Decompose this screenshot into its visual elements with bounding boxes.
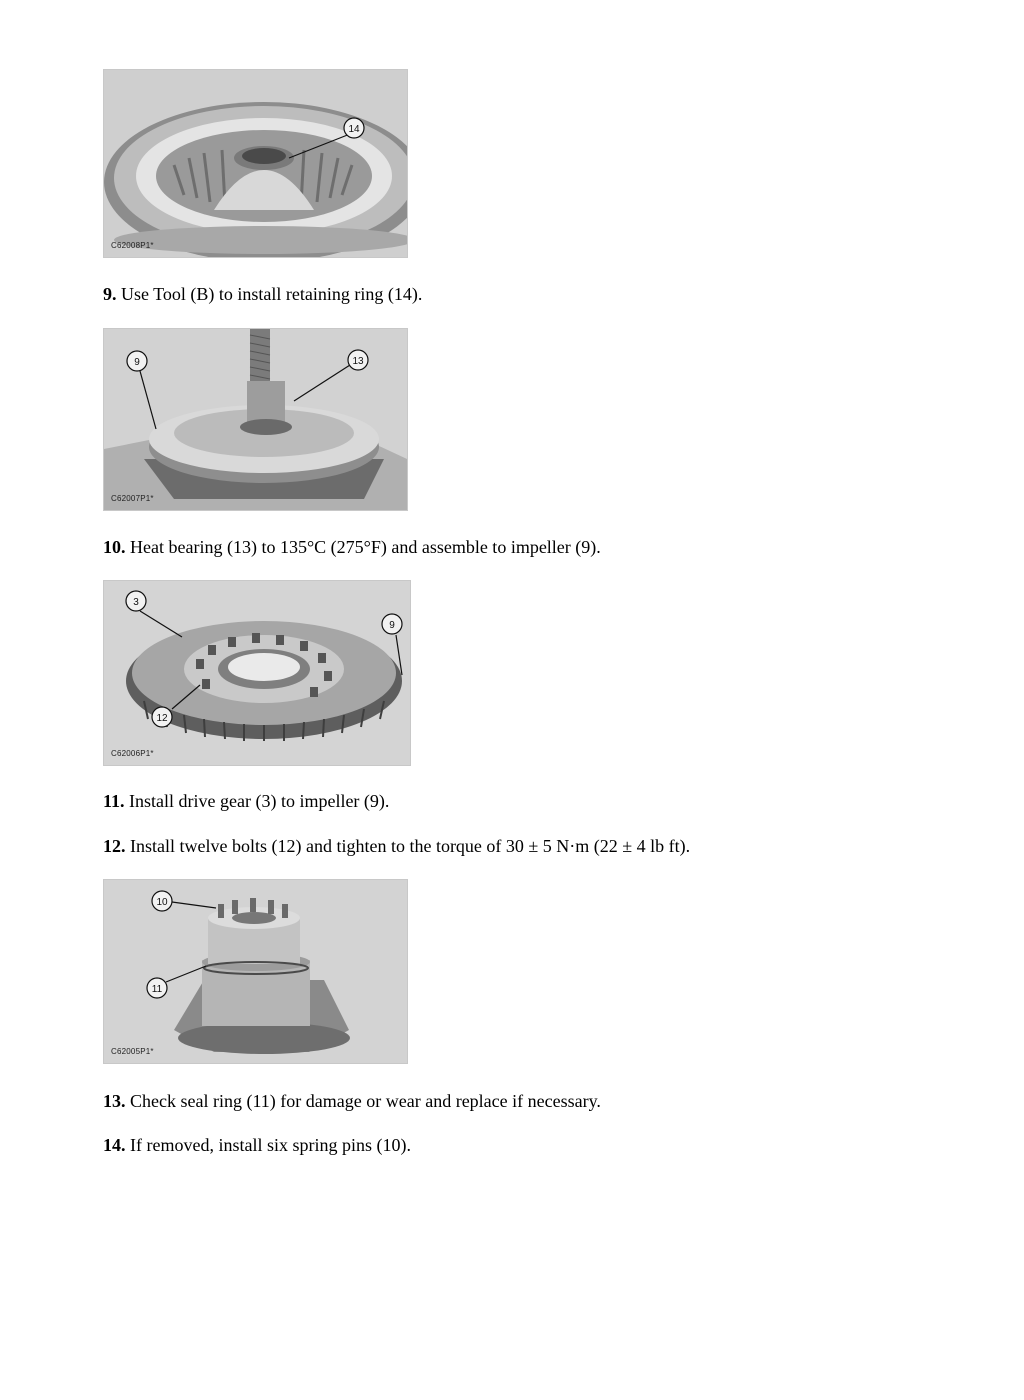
figure-code: C62006P1* bbox=[111, 749, 154, 758]
bearing-photo bbox=[104, 329, 407, 510]
step-number: 13. bbox=[103, 1091, 126, 1111]
step-number: 12. bbox=[103, 836, 126, 856]
step-9 bbox=[103, 283, 422, 305]
callout-14: 14 bbox=[348, 124, 360, 135]
step-10 bbox=[103, 536, 601, 558]
step-number: 11. bbox=[103, 791, 125, 811]
figure-code: C62008P1* bbox=[111, 241, 154, 250]
callout-9: 9 bbox=[134, 357, 140, 368]
callout-9: 9 bbox=[389, 620, 395, 631]
figure-code: C62005P1* bbox=[111, 1047, 154, 1056]
callout-10: 10 bbox=[156, 897, 168, 908]
figure-seal-ring bbox=[103, 879, 408, 1064]
step-text: Install twelve bolts (12) and tighten to the torque of 30 ± 5 N·m (22 ± 4 lb ft). bbox=[130, 836, 691, 856]
step-number: 9. bbox=[103, 284, 117, 304]
figure-bearing bbox=[103, 328, 408, 511]
step-text: Check seal ring (11) for damage or wear and replace if necessary. bbox=[130, 1091, 601, 1111]
step-11 bbox=[103, 790, 389, 812]
callout-3: 3 bbox=[133, 597, 139, 608]
figure-drive-gear bbox=[103, 580, 411, 766]
callout-13: 13 bbox=[352, 356, 364, 367]
seal-ring-photo bbox=[104, 880, 407, 1063]
step-text: Use Tool (B) to install retaining ring (14). bbox=[121, 284, 423, 304]
retaining-ring-photo bbox=[104, 70, 407, 257]
step-number: 10. bbox=[103, 537, 126, 557]
step-12 bbox=[103, 835, 690, 857]
step-text: Install drive gear (3) to impeller (9). bbox=[129, 791, 390, 811]
step-14 bbox=[103, 1134, 411, 1156]
step-text: If removed, install six spring pins (10). bbox=[130, 1135, 411, 1155]
figure-retaining-ring bbox=[103, 69, 408, 258]
step-13 bbox=[103, 1090, 601, 1112]
step-text: Heat bearing (13) to 135°C (275°F) and assemble to impeller (9). bbox=[130, 537, 601, 557]
step-number: 14. bbox=[103, 1135, 126, 1155]
drive-gear-photo bbox=[104, 581, 410, 765]
figure-code: C62007P1* bbox=[111, 494, 154, 503]
callout-11: 11 bbox=[151, 984, 163, 995]
callout-12: 12 bbox=[156, 713, 168, 724]
